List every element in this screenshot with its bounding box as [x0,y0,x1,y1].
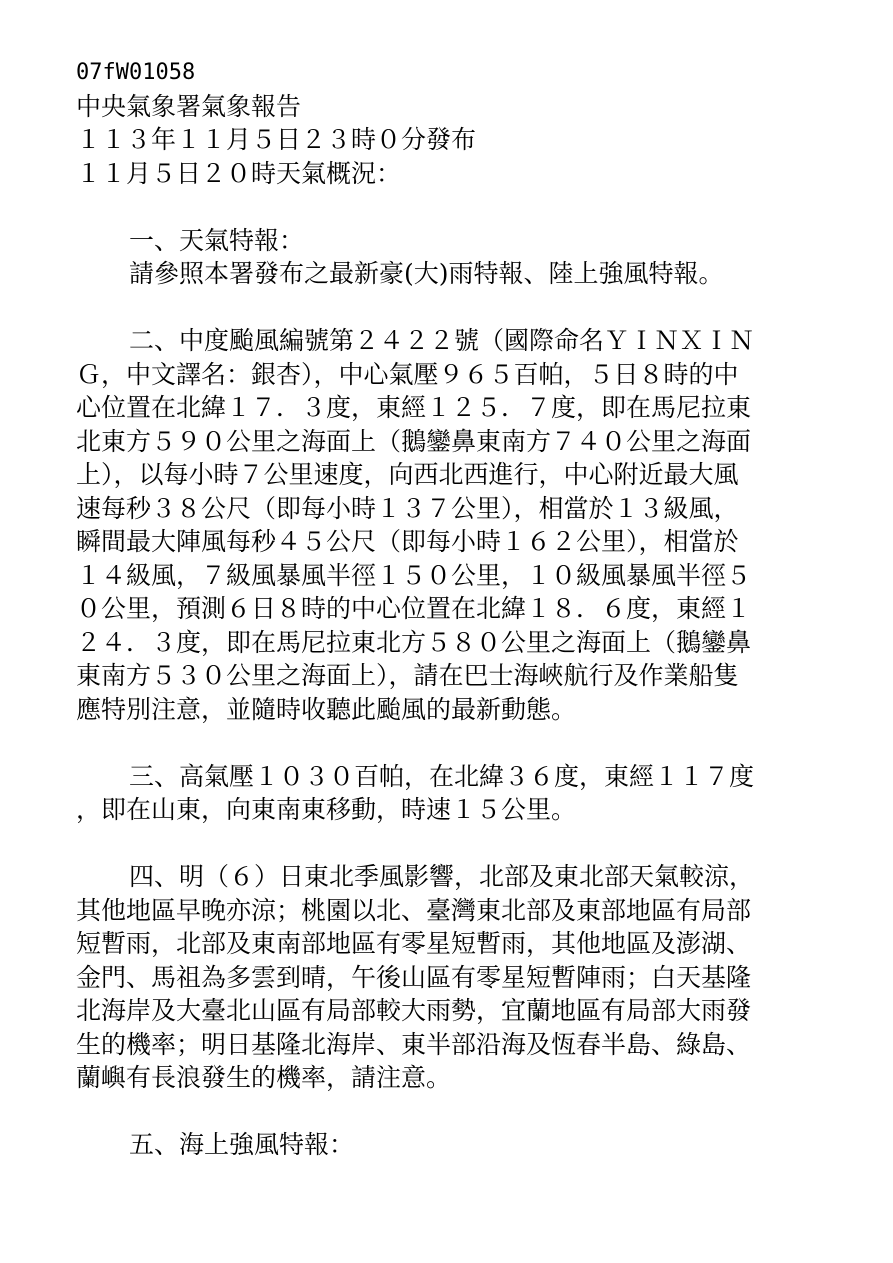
section2-line: 北東方５９０公里之海面上（鵝鑾鼻東南方７４０公里之海面 [76,426,752,456]
section4-line: 金門、馬祖為多雲到晴，午後山區有零星短暫陣雨；白天基隆 [76,962,752,992]
section2-typhoon [76,324,806,726]
section2-line: 二、中度颱風編號第２４２２號（國際命名ＹＩＮＸＩＮ [129,326,755,355]
agency-title: 中央氣象署氣象報告 [76,91,302,121]
weather-report-document [76,56,806,1162]
spacer [76,190,806,224]
section2-line: 東南方５３０公里之海面上），請在巴士海峽航行及作業船隻 [76,661,739,690]
section1-heading: 一、天氣特報： [129,225,305,255]
section2-line: 應特別注意，並隨時收聽此颱風的最新動態。 [76,694,577,724]
section4-line: 其他地區早晚亦涼；桃園以北、臺灣東北部及東部地區有局部 [76,895,752,925]
spacer [76,827,806,861]
spacer [76,726,806,760]
section3-line: ，即在山東，向東南東移動，時速１５公里。 [76,795,577,824]
section2-line: 速每秒３８公尺（即每小時１３７公里），相當於１３級風， [76,493,739,523]
section4-line: 四、明（６）日東北季風影響，北部及東北部天氣較涼， [129,862,755,891]
section2-line: 上），以每小時７公里速度，向西北西進行，中心附近最大風 [76,460,739,489]
section1-line: 請參照本署發布之最新豪(大)雨特報、陸上強風特報。 [129,259,724,288]
section4-line: 短暫雨，北部及東南部地區有零星短暫雨，其他地區及澎湖、 [76,929,752,958]
spacer [76,291,806,325]
section2-line: 心位置在北緯１７．３度，東經１２５．７度，即在馬尼拉東 [76,393,752,422]
section4-line: 生的機率；明日基隆北海岸、東半部沿海及恆春半島、綠島、 [76,1029,752,1059]
issued-time: １１３年１１月５日２３時０分發布 [76,125,477,154]
section2-line: Ｇ，中文譯名：銀杏），中心氣壓９６５百帕，５日８時的中 [76,359,739,389]
section3-line: 三、高氣壓１０３０百帕，在北緯３６度，東經１１７度 [129,761,755,791]
spacer [76,1095,806,1129]
section5-heading: 五、海上強風特報： [129,1130,355,1159]
section2-line: ２４．３度，即在馬尼拉東北方５８０公里之海面上（鵝鑾鼻 [76,627,752,657]
overview-heading: １１月５日２０時天氣概況： [76,158,402,188]
section4-line: 北海岸及大臺北山區有局部較大雨勢，宜蘭地區有局部大雨發 [76,996,752,1025]
section4-forecast [76,860,806,1095]
section2-line: 瞬間最大陣風每秒４５公尺（即每小時１６２公里），相當於 [76,527,739,556]
section4-line: 蘭嶼有長浪發生的機率，請注意。 [76,1063,452,1092]
document-code: 07fW01058 [76,60,196,85]
section2-line: １４級風，７級風暴風半徑１５０公里，１０級風暴風半徑５ [76,560,752,590]
section3-high-pressure [76,760,806,827]
section2-line: ０公里，預測６日８時的中心位置在北緯１８．６度，東經１ [76,594,752,623]
